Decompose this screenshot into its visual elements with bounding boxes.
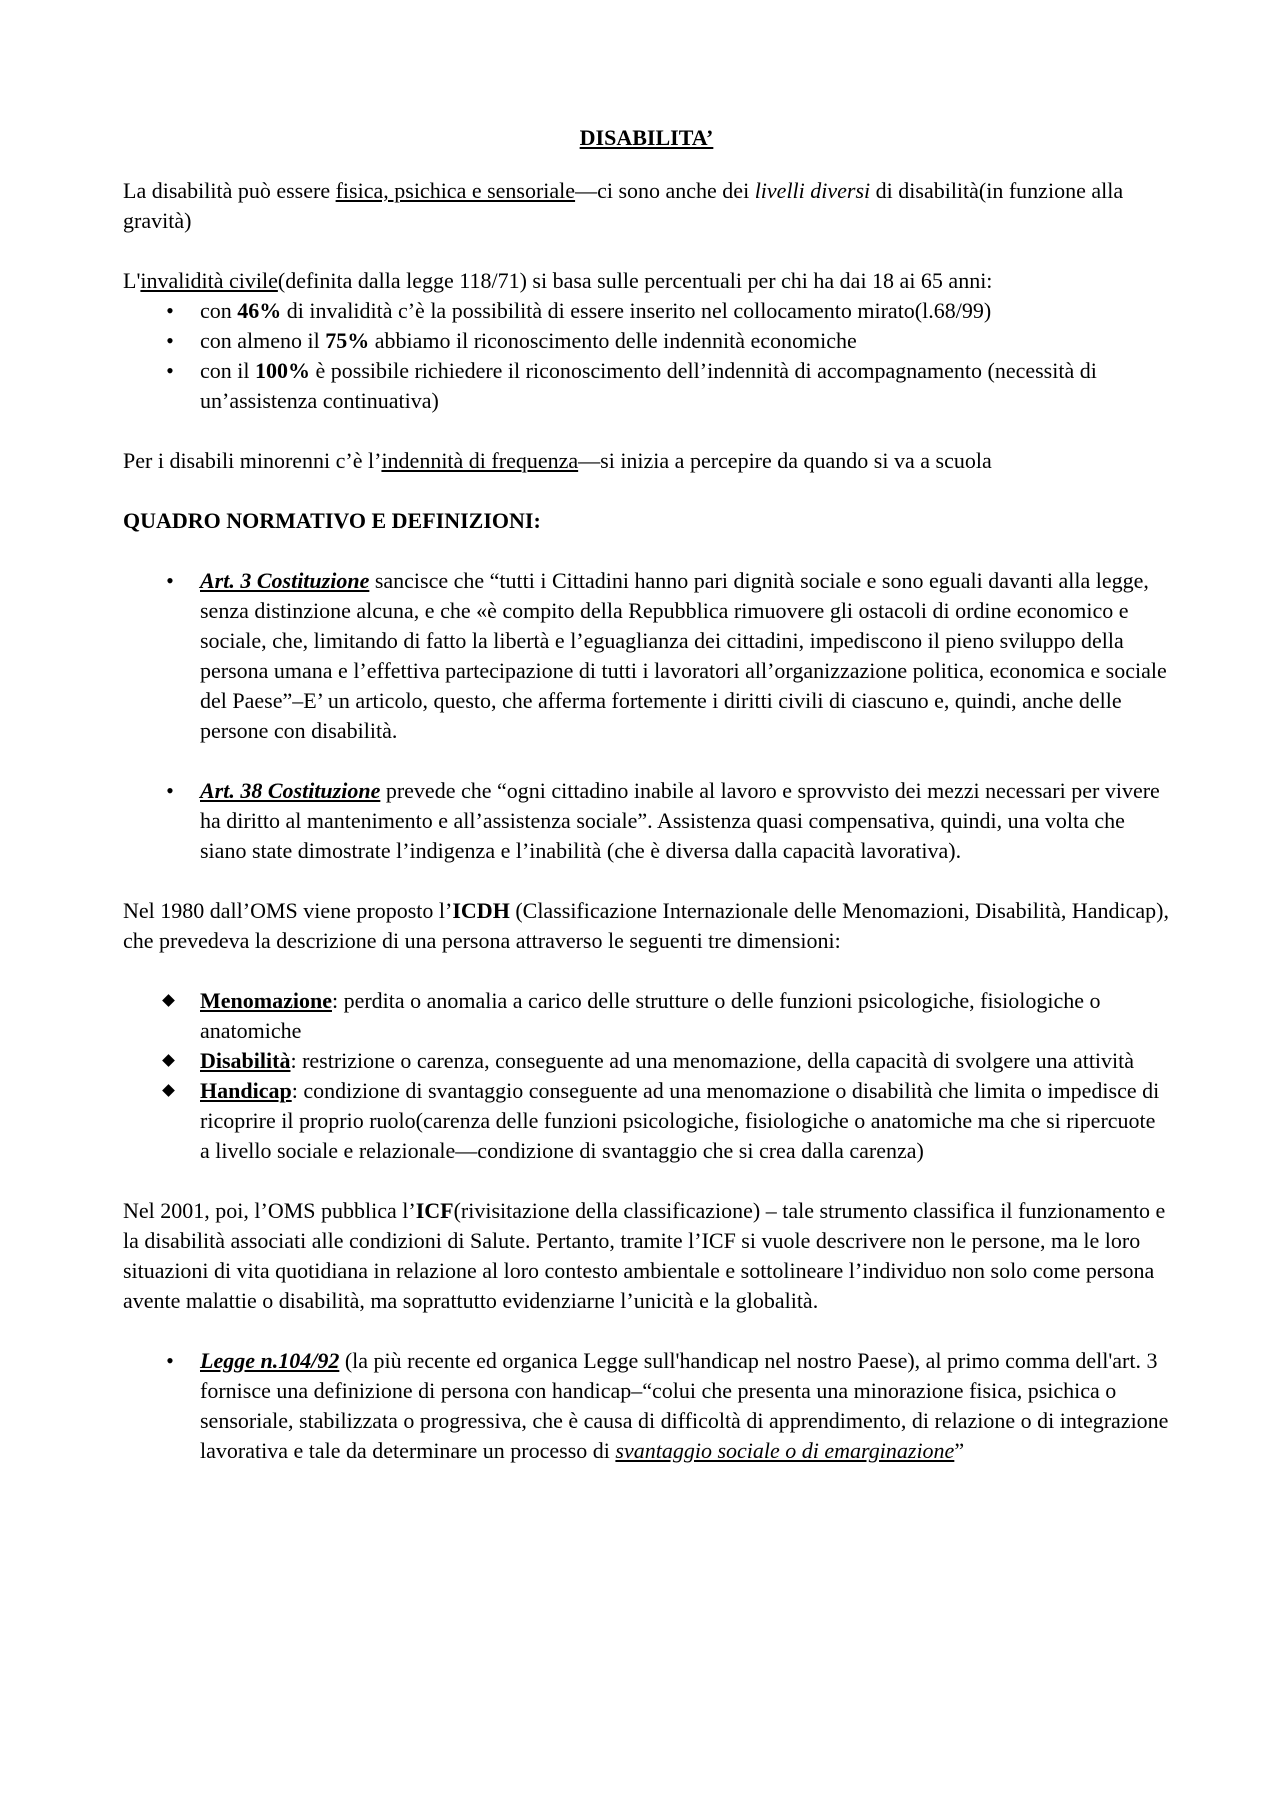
page-title: DISABILITA’ xyxy=(579,125,714,150)
legge-list xyxy=(123,1346,1170,1466)
bullet-icon: • xyxy=(166,298,174,323)
intro-paragraph: La disabilità può essere fisica, psichica e sensoriale—ci sono anche dei livelli diversi di disabilità(in funzione alla gravità) xyxy=(123,178,1124,233)
list-item-art3: • Art. 3 Costituzione sancisce che “tutti i Cittadini hanno pari dignità sociale e sono eguali davanti alla legge, senza distinzione alcuna, e che «è compito della Repubblica rimuovere gli ostacoli di ordine economico e sociale, che, limitando di fatto la libertà e l’eguaglianza dei cittadini, impediscono il pieno sviluppo della persona umana e l’effettiva partecipazione di tutti i lavoratori all’organizzazione politica, economica e sociale del Paese”–E’ un articolo, questo, che afferma fortemente i diritti civili di ciascuno e, quindi, anche delle persone con disabilità. xyxy=(123,566,1170,746)
bullet-icon: • xyxy=(166,328,174,353)
list-item: Handicap: condizione di svantaggio conseguente ad una menomazione o disabilità che limita o impedisce di ricoprire il proprio ruolo(carenza delle funzioni psicologiche, fisiologiche o anatomiche ma che si ripercuote a livello sociale e relazionale—condizione di svantaggio che si crea dalla carenza) xyxy=(123,1076,1170,1166)
icf-paragraph: Nel 2001, poi, l’OMS pubblica l’ICF(rivisitazione della classificazione) – tale strumento classifica il funzionamento e la disabilità associati alle condizioni di Salute. Pertanto, tramite l’ICF si vuole descrivere non le persone, ma le loro situazioni di vita quotidiana in relazione al loro contesto ambientale e sottolineare l’individuo non solo come persona avente malattie o disabilità, ma soprattutto evidenziarne l’unicità e la globalità. xyxy=(123,1198,1166,1313)
list-item: • con il 100% è possibile richiedere il riconoscimento dell’indennità di accompagnamento (necessità di un’assistenza continuativa) xyxy=(123,356,1170,416)
diamond-bullet-icon xyxy=(162,1084,175,1097)
bullet-icon: • xyxy=(166,1348,174,1373)
list-item: • con 46% di invalidità c’è la possibilità di essere inserito nel collocamento mirato(l.68/99) xyxy=(123,296,1170,326)
list-item: • con almeno il 75% abbiamo il riconoscimento delle indennità economiche xyxy=(123,326,1170,356)
diamond-bullet-icon xyxy=(162,1054,175,1067)
bullet-icon: • xyxy=(166,358,174,383)
list-item-art38: • Art. 38 Costituzione prevede che “ogni cittadino inabile al lavoro e sprovvisto dei mezzi necessari per vivere ha diritto al mantenimento e all’assistenza sociale”. Assistenza quasi compensativa, quindi, una volta che siano state dimostrate l’indigenza e l’inabilità (che è diversa dalla capacità lavorativa). xyxy=(123,776,1170,866)
list-item-legge104: • Legge n.104/92 (la più recente ed organica Legge sull'handicap nel nostro Paese), al primo comma dell'art. 3 fornisce una definizione di persona con handicap–“colui che presenta una minorazione fisica, psichica o sensoriale, stabilizzata o progressiva, che è causa di difficoltà di apprendimento, di relazione o di integrazione lavorativa e tale da determinare un processo di svantaggio sociale o di emarginazione” xyxy=(123,1346,1170,1466)
section-heading: QUADRO NORMATIVO E DEFINIZIONI: xyxy=(123,508,541,533)
bullet-icon: • xyxy=(166,778,174,803)
diamond-bullet-icon xyxy=(162,994,175,1007)
costituzione-list xyxy=(123,566,1170,746)
list-item: Menomazione: perdita o anomalia a carico delle strutture o delle funzioni psicologiche, fisiologiche o anatomiche xyxy=(123,986,1170,1046)
costituzione-list-38 xyxy=(123,776,1170,866)
invalidita-list xyxy=(123,296,1170,416)
icdh-list xyxy=(123,986,1170,1166)
bullet-icon: • xyxy=(166,568,174,593)
list-item: Disabilità: restrizione o carenza, conseguente ad una menomazione, della capacità di svolgere una attività xyxy=(123,1046,1170,1076)
frequenza-paragraph: Per i disabili minorenni c’è l’indennità di frequenza—si inizia a percepire da quando si va a scuola xyxy=(123,448,992,473)
icdh-paragraph: Nel 1980 dall’OMS viene proposto l’ICDH (Classificazione Internazionale delle Menomazioni, Disabilità, Handicap), che prevedeva la descrizione di una persona attraverso le seguenti tre dimensioni: xyxy=(123,898,1169,953)
invalidita-paragraph: L'invalidità civile(definita dalla legge 118/71) si basa sulle percentuali per chi ha dai 18 ai 65 anni: xyxy=(123,268,993,293)
